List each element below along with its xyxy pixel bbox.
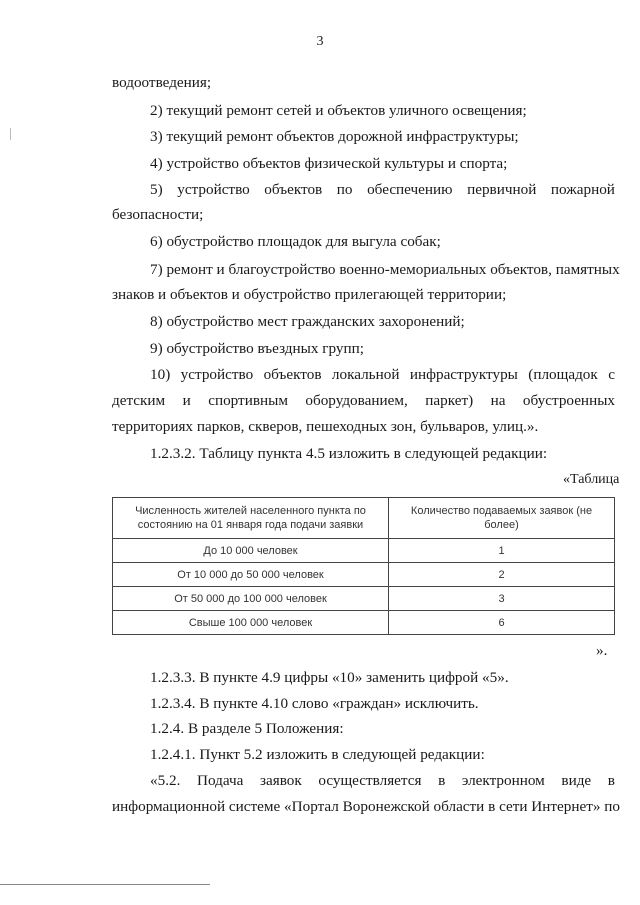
table-cell-count: 2: [389, 563, 615, 587]
table-row: [113, 563, 615, 587]
list-item-8: 8) обустройство мест гражданских захоронений;: [150, 313, 465, 330]
list-item-10-line3: территориях парков, скверов, пешеходных зон, бульваров, улиц.».: [112, 418, 539, 435]
paragraph-1-2-4: 1.2.4. В разделе 5 Положения:: [150, 720, 344, 737]
table-header-row: [113, 498, 615, 539]
list-item-9: 9) обустройство въездных групп;: [150, 340, 364, 357]
table-cell-population: От 50 000 до 100 000 человек: [113, 587, 389, 611]
list-item-3: 3) текущий ремонт объектов дорожной инфраструктуры;: [150, 128, 519, 145]
list-item-5-line1: 5) устройство объектов по обеспечению первичной пожарной: [150, 181, 615, 198]
paragraph-1-2-4-1: 1.2.4.1. Пункт 5.2 изложить в следующей редакции:: [150, 746, 485, 763]
table-cell-population: От 10 000 до 50 000 человек: [113, 563, 389, 587]
table-header-population: Численность жителей населенного пункта по состоянию на 01 января года подачи заявки: [113, 498, 389, 539]
footer-rule: [0, 884, 210, 885]
table-row: [113, 611, 615, 635]
paragraph-5-2-line1: «5.2. Подача заявок осуществляется в электронном виде в: [150, 772, 615, 789]
list-item-6: 6) обустройство площадок для выгула собак;: [150, 233, 441, 250]
list-item-10-line2: детским и спортивным оборудованием, паркет) на обустроенных: [112, 392, 615, 409]
scan-mark: [10, 128, 11, 140]
table-cell-population: Свыше 100 000 человек: [113, 611, 389, 635]
table-closing-quote: ».: [596, 642, 608, 659]
table-row: [113, 587, 615, 611]
table-cell-population: До 10 000 человек: [113, 539, 389, 563]
table-header-count: Количество подаваемых заявок (не более): [389, 498, 615, 539]
paragraph-5-2-line2: информационной системе «Портал Воронежской области в сети Интернет» по: [112, 798, 620, 815]
table-row: [113, 539, 615, 563]
paragraph-1-2-3-4: 1.2.3.4. В пункте 4.10 слово «граждан» исключить.: [150, 695, 479, 712]
list-item-5-line2: безопасности;: [112, 206, 204, 223]
table-cell-count: 1: [389, 539, 615, 563]
paragraph-1-2-3-3: 1.2.3.3. В пункте 4.9 цифры «10» заменить цифрой «5».: [150, 669, 509, 686]
table-cell-count: 6: [389, 611, 615, 635]
page-number: 3: [316, 34, 324, 49]
list-item-2: 2) текущий ремонт сетей и объектов уличного освещения;: [150, 102, 527, 119]
population-table: [112, 497, 615, 635]
list-item-7-line2: знаков и объектов и обустройство прилегающей территории;: [112, 286, 507, 303]
table-caption: «Таблица: [563, 472, 620, 487]
table-cell-count: 3: [389, 587, 615, 611]
list-item-7-line1: 7) ремонт и благоустройство военно-мемориальных объектов, памятных: [150, 261, 620, 278]
paragraph-1-2-3-2: 1.2.3.2. Таблицу пункта 4.5 изложить в следующей редакции:: [150, 445, 548, 462]
list-item-10-line1: 10) устройство объектов локальной инфраструктуры (площадок с: [150, 366, 615, 383]
list-item-4: 4) устройство объектов физической культуры и спорта;: [150, 155, 508, 172]
text-line: водоотведения;: [112, 74, 212, 91]
